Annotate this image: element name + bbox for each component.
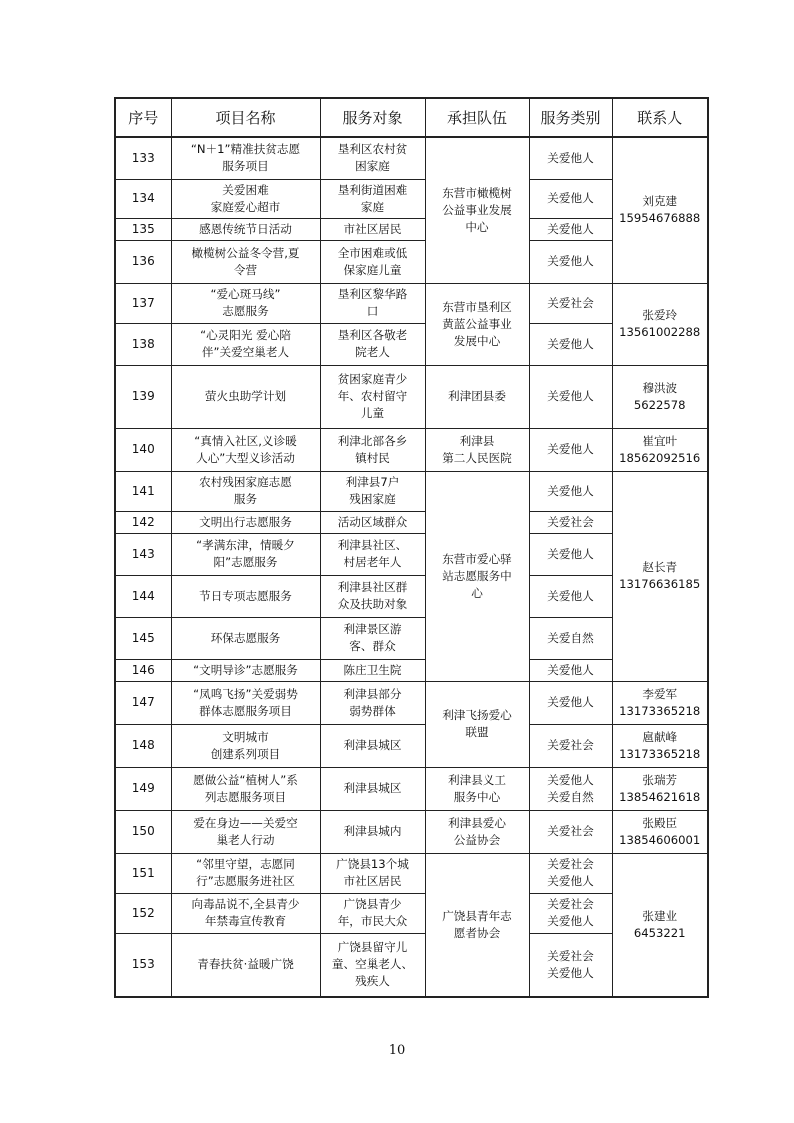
cell-line: 广饶县青少	[343, 897, 402, 911]
cell-line: 人心”大型义诊活动	[196, 450, 295, 465]
cell-line: 年，市民大众	[337, 914, 408, 928]
cell-service-category	[529, 471, 612, 511]
cell-serial-number: 136	[115, 240, 171, 283]
cell-line: 13854621618	[619, 789, 701, 804]
table-row	[115, 724, 708, 767]
cell-contact	[612, 681, 708, 724]
cell-line: “邻里守望，志愿同	[196, 857, 295, 871]
cell-contact	[612, 137, 708, 283]
cell-line: 东营市垦利区	[442, 299, 512, 314]
table-row	[115, 767, 708, 810]
cell-line: 关爱社会	[547, 897, 594, 911]
cell-contact	[612, 428, 708, 471]
cell-team	[425, 428, 529, 471]
cell-service-target	[320, 810, 425, 853]
cell-service-target	[320, 933, 425, 997]
cell-service-category	[529, 933, 612, 997]
cell-project-name	[171, 933, 320, 997]
cell-team	[425, 471, 529, 681]
cell-line: 关爱他人	[547, 588, 594, 603]
cell-serial-number: 134	[115, 179, 171, 218]
table-row	[115, 428, 708, 471]
cell-serial-number: 133	[115, 137, 171, 179]
cell-line: 关爱他人	[547, 965, 594, 980]
cell-service-target	[320, 659, 425, 681]
cell-serial-number: 148	[115, 724, 171, 767]
cell-line: 关爱自然	[547, 630, 594, 645]
cell-service-category	[529, 428, 612, 471]
cell-line: 利津北部各乡	[337, 433, 408, 448]
cell-project-name	[171, 893, 320, 933]
cell-service-target	[320, 853, 425, 893]
cell-line: 列志愿服务项目	[204, 789, 287, 804]
cell-line: 中心	[465, 219, 489, 234]
cell-line: 心	[471, 585, 483, 600]
cell-line: 15954676888	[619, 211, 701, 226]
cell-contact	[612, 853, 708, 997]
cell-line: 利津县部分	[343, 686, 402, 701]
cell-service-category	[529, 659, 612, 681]
cell-line: 利津县城区	[343, 738, 402, 752]
cell-service-category	[529, 511, 612, 533]
cell-line: 全市困难或低	[337, 245, 408, 260]
cell-serial-number: 139	[115, 365, 171, 428]
cell-service-target	[320, 533, 425, 575]
cell-line: 关爱社会	[547, 857, 594, 871]
cell-line: 院老人	[355, 345, 390, 359]
cell-line: 赵长青	[642, 560, 678, 574]
cell-line: 黄蓝公益事业	[442, 316, 512, 331]
cell-line: 张建业	[642, 908, 678, 923]
column-header: 项目名称	[171, 98, 320, 137]
cell-line: 农村残困家庭志愿	[199, 475, 292, 489]
column-header: 序号	[115, 98, 171, 137]
cell-project-name	[171, 283, 320, 323]
cell-line: 利津县7户	[345, 475, 400, 489]
cell-project-name	[171, 323, 320, 365]
cell-serial-number: 137	[115, 283, 171, 323]
cell-line: 伴”关爱空巢老人	[201, 345, 290, 359]
column-header: 服务类别	[529, 98, 612, 137]
cell-line: “真情入社区,义诊暖	[194, 433, 297, 448]
cell-line: 崔宜叶	[642, 433, 678, 448]
cell-service-category	[529, 137, 612, 179]
cell-service-target	[320, 365, 425, 428]
cell-line: 年禁毒宣传教育	[204, 914, 287, 928]
cell-serial-number: 147	[115, 681, 171, 724]
cell-line: 村居老年人	[343, 555, 402, 569]
cell-line: 关爱他人	[547, 191, 594, 205]
cell-project-name	[171, 724, 320, 767]
cell-line: 关爱自然	[547, 789, 594, 804]
cell-service-category	[529, 240, 612, 283]
cell-serial-number: 135	[115, 218, 171, 240]
cell-line: 利津县爱心	[448, 815, 506, 830]
cell-line: 关爱社会	[547, 295, 594, 310]
cell-serial-number: 149	[115, 767, 171, 810]
cell-team	[425, 681, 529, 767]
cell-line: 愿者协会	[453, 925, 501, 940]
cell-service-category	[529, 365, 612, 428]
cell-team	[425, 810, 529, 853]
cell-line: “孝满东津，情暖夕	[196, 538, 295, 552]
cell-service-category	[529, 179, 612, 218]
cell-line: 发展中心	[453, 333, 501, 348]
cell-line: 爱在身边——关爱空	[193, 815, 298, 830]
cell-line: 关爱他人	[547, 695, 594, 709]
table-row	[115, 471, 708, 511]
cell-service-category	[529, 283, 612, 323]
cell-project-name	[171, 767, 320, 810]
cell-line: 刘克建	[642, 194, 678, 209]
column-header: 联系人	[612, 98, 708, 137]
cell-line: 13854606001	[619, 832, 701, 847]
cell-line: 关爱他人	[547, 914, 594, 928]
cell-line: 儿童	[360, 406, 385, 420]
cell-team	[425, 767, 529, 810]
cell-line: 巢老人行动	[216, 832, 275, 847]
cell-serial-number: 150	[115, 810, 171, 853]
table-row	[115, 853, 708, 893]
cell-service-category	[529, 533, 612, 575]
cell-line: 阳”志愿服务	[213, 555, 278, 569]
cell-line: 市社区居民	[343, 874, 402, 888]
cell-service-target	[320, 179, 425, 218]
cell-serial-number: 142	[115, 511, 171, 533]
cell-line: 困家庭	[355, 159, 390, 174]
cell-service-category	[529, 810, 612, 853]
cell-project-name	[171, 681, 320, 724]
cell-line: 镇村民	[355, 450, 390, 465]
cell-line: 18562092516	[619, 450, 701, 465]
column-header: 服务对象	[320, 98, 425, 137]
cell-project-name	[171, 659, 320, 681]
cell-line: 陈庄卫生院	[343, 662, 402, 677]
cell-line: 感恩传统节日活动	[199, 221, 292, 236]
cell-contact	[612, 365, 708, 428]
cell-line: 关爱他人	[547, 546, 594, 561]
cell-line: 关爱他人	[547, 483, 594, 498]
cell-line: 环保志愿服务	[210, 630, 281, 645]
table-header-row	[115, 98, 708, 137]
cell-service-target	[320, 240, 425, 283]
cell-line: 关爱他人	[547, 336, 594, 351]
cell-line: 站志愿服务中	[442, 568, 512, 583]
cell-line: 东营市橄榄树	[442, 185, 512, 200]
cell-line: 利津县城区	[343, 781, 402, 795]
cell-line: 关爱他人	[547, 150, 594, 165]
cell-line: 市社区居民	[343, 221, 402, 236]
cell-line: 青春扶贫·益暖广饶	[197, 957, 294, 972]
cell-line: “N＋1”精准扶贫志愿	[190, 142, 301, 157]
cell-service-target	[320, 471, 425, 511]
cell-line: 童、空巢老人、	[331, 957, 414, 972]
cell-line: 弱势群体	[349, 703, 396, 718]
cell-project-name	[171, 533, 320, 575]
cell-service-target	[320, 617, 425, 659]
cell-line: 服务项目	[222, 159, 269, 174]
cell-line: 关爱社会	[547, 514, 594, 529]
cell-service-target	[320, 323, 425, 365]
cell-line: 广饶县13个城	[336, 857, 409, 871]
cell-contact	[612, 767, 708, 810]
cell-project-name	[171, 179, 320, 218]
cell-line: 张殿臣	[642, 815, 678, 830]
cell-line: “凤鸣飞扬”关爱弱势	[193, 686, 298, 701]
cell-line: 13173365218	[619, 746, 701, 761]
cell-service-target	[320, 511, 425, 533]
cell-line: 13561002288	[619, 325, 701, 339]
cell-line: 利津县城内	[343, 824, 402, 838]
cell-line: 文明城市	[222, 729, 269, 744]
cell-line: 家庭	[360, 199, 385, 214]
cell-serial-number: 145	[115, 617, 171, 659]
cell-line: 关爱他人	[547, 254, 594, 268]
cell-line: 服务	[233, 492, 258, 506]
cell-line: 公益协会	[453, 832, 501, 847]
cell-line: 5622578	[633, 397, 686, 412]
cell-service-category	[529, 767, 612, 810]
cell-serial-number: 143	[115, 533, 171, 575]
cell-contact	[612, 724, 708, 767]
cell-service-category	[529, 323, 612, 365]
cell-service-category	[529, 575, 612, 617]
cell-line: 6453221	[633, 925, 686, 940]
cell-service-target	[320, 137, 425, 179]
cell-team	[425, 365, 529, 428]
cell-line: 活动区域群众	[337, 514, 408, 529]
cell-line: 群体志愿服务项目	[199, 703, 292, 718]
cell-project-name	[171, 218, 320, 240]
cell-service-target	[320, 893, 425, 933]
cell-team	[425, 283, 529, 365]
cell-line: 橄榄树公益冬令营,夏	[191, 245, 300, 260]
cell-service-category	[529, 617, 612, 659]
cell-line: 利津景区游	[343, 622, 402, 636]
cell-line: 13176636185	[619, 577, 701, 591]
cell-line: 贫困家庭青少	[337, 372, 408, 386]
cell-line: 创建系列项目	[210, 746, 281, 761]
cell-service-target	[320, 575, 425, 617]
cell-service-target	[320, 283, 425, 323]
cell-line: 萤火虫助学计划	[204, 389, 287, 403]
cell-line: 穆洪波	[642, 380, 678, 395]
cell-serial-number: 153	[115, 933, 171, 997]
cell-line: 令营	[233, 262, 258, 277]
cell-line: 保家庭儿童	[343, 262, 402, 277]
cell-line: 关爱他人	[547, 662, 594, 677]
cell-line: 利津县	[459, 433, 495, 448]
cell-service-target	[320, 218, 425, 240]
cell-line: 关爱社会	[547, 948, 594, 963]
volunteer-project-table	[114, 97, 709, 998]
cell-line: 张爱玲	[642, 308, 678, 322]
cell-line: 关爱困难	[222, 182, 269, 197]
cell-line: 关爱社会	[547, 824, 594, 838]
cell-line: 张瑞芳	[642, 772, 678, 787]
cell-project-name	[171, 240, 320, 283]
cell-project-name	[171, 810, 320, 853]
cell-line: 垦利区各敬老	[337, 328, 408, 342]
cell-line: 利津县社区群	[337, 580, 408, 594]
cell-serial-number: 146	[115, 659, 171, 681]
cell-contact	[612, 810, 708, 853]
cell-line: 关爱他人	[547, 442, 594, 456]
cell-line: 李爱军	[642, 686, 678, 701]
cell-service-target	[320, 767, 425, 810]
cell-serial-number: 151	[115, 853, 171, 893]
cell-project-name	[171, 575, 320, 617]
cell-team	[425, 137, 529, 283]
cell-line: 利津县义工	[448, 772, 506, 787]
cell-line: 客、群众	[349, 639, 396, 653]
cell-line: 广饶县青年志	[442, 908, 512, 923]
cell-line: 垦利区农村贫	[337, 142, 408, 157]
cell-serial-number: 141	[115, 471, 171, 511]
cell-serial-number: 138	[115, 323, 171, 365]
cell-line: 服务中心	[453, 789, 501, 804]
cell-service-target	[320, 681, 425, 724]
cell-line: 关爱他人	[547, 772, 594, 787]
cell-line: 东营市爱心驿	[442, 551, 512, 566]
cell-line: 关爱社会	[547, 738, 594, 752]
cell-line: 垦利区黎华路	[337, 287, 408, 301]
page-number: 10	[388, 1043, 406, 1058]
cell-project-name	[171, 617, 320, 659]
cell-line: 利津团县委	[448, 389, 506, 403]
table-row	[115, 365, 708, 428]
cell-team	[425, 853, 529, 997]
cell-line: 残困家庭	[349, 492, 396, 506]
cell-line: 年、农村留守	[337, 389, 408, 403]
cell-project-name	[171, 428, 320, 471]
cell-serial-number: 152	[115, 893, 171, 933]
column-header: 承担队伍	[425, 98, 529, 137]
cell-line: 文明出行志愿服务	[199, 514, 292, 529]
cell-project-name	[171, 365, 320, 428]
cell-contact	[612, 283, 708, 365]
cell-line: 关爱他人	[547, 389, 594, 403]
cell-service-category	[529, 724, 612, 767]
cell-service-category	[529, 218, 612, 240]
cell-line: 志愿服务	[222, 304, 269, 318]
table-row	[115, 283, 708, 323]
cell-line: 第二人民医院	[442, 450, 512, 465]
cell-line: 关爱他人	[547, 874, 594, 888]
cell-line: 垦利街道困难	[337, 182, 408, 197]
cell-line: 联盟	[465, 725, 489, 739]
cell-project-name	[171, 137, 320, 179]
cell-service-target	[320, 428, 425, 471]
cell-line: 众及扶助对象	[337, 597, 408, 611]
cell-line: 关爱他人	[547, 221, 594, 236]
cell-line: “爱心斑马线”	[210, 287, 281, 301]
table-row	[115, 681, 708, 724]
cell-line: 利津飞扬爱心	[442, 708, 512, 722]
cell-line: 愿做公益“植树人”系	[193, 772, 298, 787]
table-row	[115, 810, 708, 853]
cell-line: 家庭爱心超市	[210, 199, 281, 214]
cell-contact	[612, 471, 708, 681]
cell-service-category	[529, 853, 612, 893]
cell-serial-number: 144	[115, 575, 171, 617]
cell-line: “文明导诊”志愿服务	[193, 662, 298, 677]
cell-project-name	[171, 511, 320, 533]
cell-line: 节日专项志愿服务	[199, 588, 292, 603]
cell-serial-number: 140	[115, 428, 171, 471]
cell-service-target	[320, 724, 425, 767]
cell-project-name	[171, 853, 320, 893]
cell-service-category	[529, 681, 612, 724]
cell-project-name	[171, 471, 320, 511]
table-row	[115, 137, 708, 179]
cell-line: 残疾人	[355, 974, 390, 989]
cell-line: 行”志愿服务进社区	[196, 874, 295, 888]
cell-line: 向毒品说不,全县青少	[191, 897, 300, 911]
cell-line: 公益事业发展	[442, 202, 512, 217]
cell-line: 利津县社区、	[337, 538, 408, 552]
cell-line: 13173365218	[619, 703, 701, 718]
cell-line: “心灵阳光 爱心陪	[200, 328, 291, 342]
cell-line: 口	[366, 304, 379, 318]
cell-line: 扈献峰	[642, 729, 678, 744]
cell-line: 广饶县留守儿	[337, 940, 408, 955]
cell-service-category	[529, 893, 612, 933]
